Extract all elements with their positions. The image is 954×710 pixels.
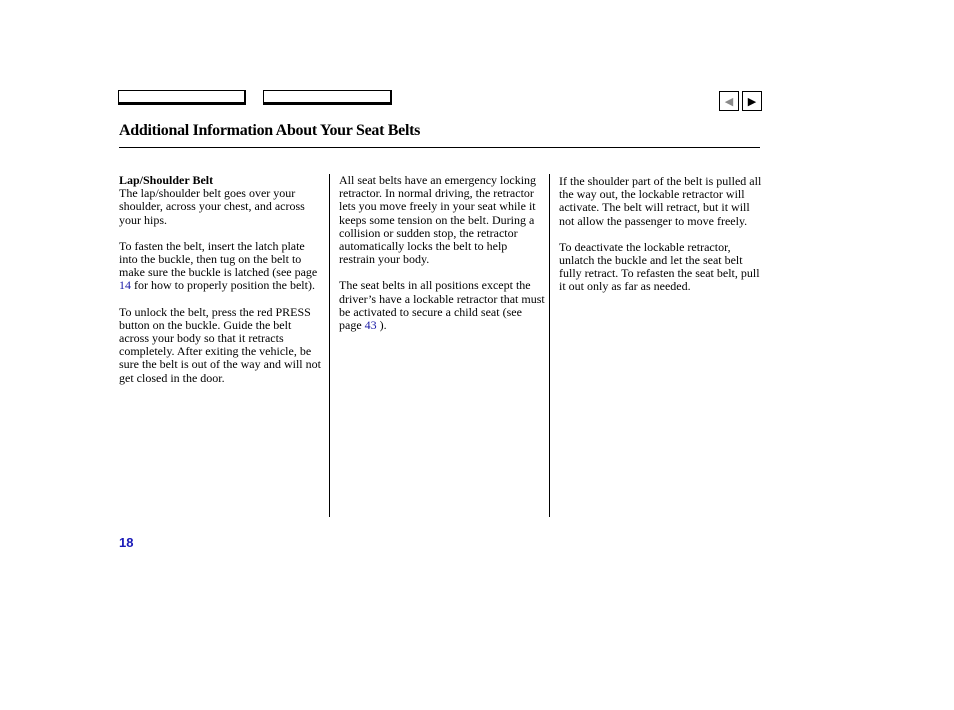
page-number[interactable]: 18 [119, 535, 134, 550]
paragraph-text: for how to properly position the belt). [131, 278, 315, 293]
column-1 [119, 174, 324, 398]
paragraph-lockable-retractor [339, 279, 545, 332]
title-divider [119, 147, 760, 148]
page-title: Additional Information About Your Seat Belts [119, 122, 421, 139]
page-link-14[interactable]: 14 [119, 278, 131, 293]
paragraph-belt-description: The lap/shoulder belt goes over your shoulder, across your chest, and across your hips. [119, 186, 305, 227]
next-page-button[interactable] [742, 91, 762, 111]
previous-page-button[interactable] [719, 91, 739, 111]
column-divider [549, 174, 550, 517]
column-3 [559, 175, 764, 307]
paragraph-text: ). [376, 318, 387, 333]
paragraph-text: The seat belts in all positions except the driver’s have a lockable retractor that must be activated to secure a child seat (see page [339, 278, 545, 333]
column-divider [329, 174, 330, 517]
page-link-43[interactable]: 43 [364, 318, 377, 333]
paragraph-deactivate-retractor: To deactivate the lockable retractor, unlatch the buckle and let the seat belt fully retract. To refasten the seat belt, pull it out only as far as needed. [559, 239, 760, 294]
paragraph-fasten-belt [119, 240, 324, 293]
triangle-left-icon: ◀ [724, 94, 734, 108]
triangle-right-icon: ▶ [747, 94, 757, 108]
paragraph-unlock-belt: To unlock the belt, press the red PRESS button on the buckle. Guide the belt across your body so that it retracts completely. After exiting the vehicle, be sure the belt is out of the way and will not get closed in the door. [119, 304, 321, 385]
section-heading: Lap/Shoulder Belt [119, 173, 214, 187]
nav-index-button[interactable] [263, 90, 392, 105]
paragraph-activate-retractor: If the shoulder part of the belt is pulled all the way out, the lockable retractor will activate. The belt will retract, but it will not allow the passenger to move freely. [559, 174, 762, 228]
paragraph-text: To fasten the belt, insert the latch plate into the buckle, then tug on the belt to make sure the buckle is latched (see page [119, 238, 318, 280]
nav-contents-button[interactable] [118, 90, 246, 105]
column-2 [339, 174, 545, 345]
paragraph-emergency-retractor: All seat belts have an emergency locking retractor. In normal driving, the retractor lets you move freely in your seat while it keeps some tension on the belt. During a collision or sudden stop, the retractor automatically locks the belt to help restrain your body. [339, 173, 537, 267]
